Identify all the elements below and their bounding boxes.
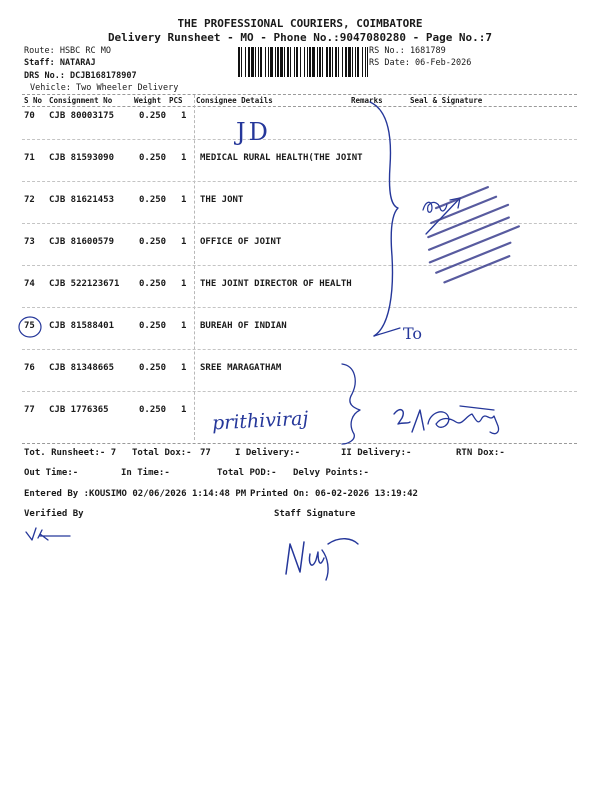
rs-number: RS No.: 1681789 — [369, 46, 446, 56]
table-row — [0, 363, 600, 377]
barcode-bar — [238, 47, 240, 77]
row-weight: 0.250 — [139, 363, 167, 373]
row-weight: 0.250 — [139, 195, 167, 205]
row-consignment-no: CJB 81600579 — [49, 237, 115, 247]
table-row — [0, 321, 600, 335]
row-weight: 0.250 — [139, 153, 167, 163]
row-pcs: 1 — [181, 237, 187, 247]
row-weight: 0.250 — [139, 237, 167, 247]
row-sno: 76 — [24, 363, 35, 373]
row-pcs: 1 — [181, 363, 187, 373]
col-seal: Seal & Signature — [410, 96, 483, 105]
barcode-bar — [317, 47, 318, 77]
verified-by: Verified By — [24, 509, 84, 519]
table-row — [0, 111, 600, 125]
row-pcs: 1 — [181, 111, 187, 121]
handwritten-jd: JD — [236, 118, 271, 146]
row-divider — [22, 391, 577, 392]
entered-by: Entered By :KOUSIMO 02/06/2026 1:14:48 PM — [24, 489, 247, 499]
handwritten-to: To — [403, 324, 423, 343]
barcode-bar — [300, 47, 301, 77]
barcode-bar — [326, 47, 328, 77]
row-divider — [22, 349, 577, 350]
rtn-dox: RTN Dox:- — [456, 448, 505, 458]
barcode-bar — [296, 47, 298, 77]
barcode-bar — [312, 47, 315, 77]
row-consignment-no: CJB 80003175 — [49, 111, 115, 121]
barcode — [238, 47, 368, 77]
col-remarks: Remarks — [351, 96, 383, 105]
row-sno: 77 — [24, 405, 35, 415]
row-divider — [22, 307, 577, 308]
row-sno: 72 — [24, 195, 35, 205]
i-delivery: I Delivery:- — [235, 448, 301, 458]
consignee-signature — [390, 402, 520, 442]
row-consignment-no: CJB 81588401 — [49, 321, 115, 331]
ii-delivery: II Delivery:- — [341, 448, 412, 458]
row-consignment-no: CJB 522123671 — [49, 279, 120, 289]
barcode-bar — [357, 47, 359, 77]
row-consignment-no: CJB 81593090 — [49, 153, 115, 163]
barcode-bar — [329, 47, 331, 77]
barcode-bar — [362, 47, 363, 77]
row-consignee: SREE MARAGATHAM — [200, 363, 282, 373]
barcode-bar — [304, 47, 305, 77]
row-consignee: MEDICAL RURAL HEALTH(THE JOINT — [200, 153, 363, 163]
barcode-bar — [277, 47, 279, 77]
barcode-bar — [367, 47, 368, 77]
row-weight: 0.250 — [139, 321, 167, 331]
barcode-bar — [290, 47, 291, 77]
barcode-bar — [355, 47, 356, 77]
row-divider — [22, 139, 577, 140]
company-title: THE PROFESSIONAL COURIERS, COIMBATORE — [177, 17, 423, 30]
row-consignment-no: CJB 81348665 — [49, 363, 115, 373]
handwritten-prithiviraj: prithiviraj — [211, 407, 309, 435]
col-pcs: PCS — [169, 96, 183, 105]
col-consignment: Consignment No — [49, 96, 113, 105]
delvy-points: Delvy Points:- — [293, 468, 369, 478]
runsheet-subtitle: Delivery Runsheet - MO - Phone No.:9047080280 - Page No.:7 — [107, 31, 493, 44]
row-pcs: 1 — [181, 195, 187, 205]
table-top-rule — [22, 94, 577, 95]
table-row — [0, 153, 600, 167]
barcode-bar — [332, 47, 333, 77]
barcode-bar — [270, 47, 273, 77]
total-pod: Total POD:- — [217, 468, 277, 478]
rs-date: RS Date: 06-Feb-2026 — [369, 58, 472, 68]
tot-runsheet: Tot. Runsheet:- 7 — [24, 448, 117, 458]
row-weight: 0.250 — [139, 111, 167, 121]
barcode-bar — [309, 47, 311, 77]
barcode-bar — [352, 47, 353, 77]
row-consignment-no: CJB 1776365 — [49, 405, 109, 415]
barcode-bar — [265, 47, 266, 77]
row-pcs: 1 — [181, 405, 187, 415]
barcode-bar — [245, 47, 246, 77]
barcode-bar — [258, 47, 259, 77]
row-consignee: THE JOINT DIRECTOR OF HEALTH — [200, 279, 352, 289]
barcode-bar — [248, 47, 250, 77]
out-time: Out Time:- — [24, 468, 79, 478]
barcode-bar — [294, 47, 295, 77]
barcode-bar — [251, 47, 254, 77]
barcode-bar — [348, 47, 351, 77]
row-weight: 0.250 — [139, 279, 167, 289]
row-consignee: THE JONT — [200, 195, 244, 205]
barcode-bar — [338, 47, 339, 77]
row-sno: 73 — [24, 237, 35, 247]
row-consignee: BUREAH OF INDIAN — [200, 321, 287, 331]
barcode-bar — [342, 47, 343, 77]
verified-initials — [24, 524, 74, 546]
route-label: Route: HSBC RC MO — [24, 46, 111, 56]
barcode-bar — [287, 47, 289, 77]
vehicle-label: Vehicle: Two Wheeler Delivery — [30, 83, 179, 93]
row-pcs: 1 — [181, 279, 187, 289]
in-time: In Time:- — [121, 468, 170, 478]
barcode-bar — [345, 47, 347, 77]
barcode-bar — [241, 47, 242, 77]
row-pcs: 1 — [181, 153, 187, 163]
table-row — [0, 279, 600, 293]
barcode-bar — [280, 47, 283, 77]
staff-signature-mark — [282, 530, 362, 582]
table-bottom-rule — [22, 443, 577, 444]
consignee-column-divider — [194, 95, 195, 440]
table-header-rule — [22, 106, 577, 107]
col-consignee: Consignee Details — [196, 96, 273, 105]
barcode-bar — [365, 47, 366, 77]
row-consignment-no: CJB 81621453 — [49, 195, 115, 205]
row-weight: 0.250 — [139, 405, 167, 415]
barcode-bar — [255, 47, 256, 77]
total-dox-label: Total Dox:- — [132, 448, 192, 458]
col-sno: S No — [24, 96, 43, 105]
barcode-bar — [335, 47, 337, 77]
total-dox-value: 77 — [200, 448, 211, 458]
circle-mark — [17, 314, 43, 340]
row-sno: 75 — [24, 321, 35, 331]
brace-mark-small — [338, 358, 378, 448]
drs-number: DRS No.: DCJB168178907 — [24, 71, 137, 81]
barcode-bar — [268, 47, 269, 77]
barcode-bar — [260, 47, 262, 77]
barcode-bar — [319, 47, 321, 77]
barcode-bar — [275, 47, 276, 77]
barcode-bar — [307, 47, 308, 77]
printed-on: Printed On: 06-02-2026 13:19:42 — [250, 489, 418, 499]
staff-signature-label: Staff Signature — [274, 509, 356, 519]
row-sno: 70 — [24, 111, 35, 121]
row-consignee: OFFICE OF JOINT — [200, 237, 282, 247]
barcode-bar — [322, 47, 323, 77]
row-sno: 71 — [24, 153, 35, 163]
col-weight: Weight — [134, 96, 162, 105]
row-sno: 74 — [24, 279, 35, 289]
staff-label: Staff: NATARAJ — [24, 58, 96, 68]
row-pcs: 1 — [181, 321, 187, 331]
barcode-bar — [284, 47, 285, 77]
